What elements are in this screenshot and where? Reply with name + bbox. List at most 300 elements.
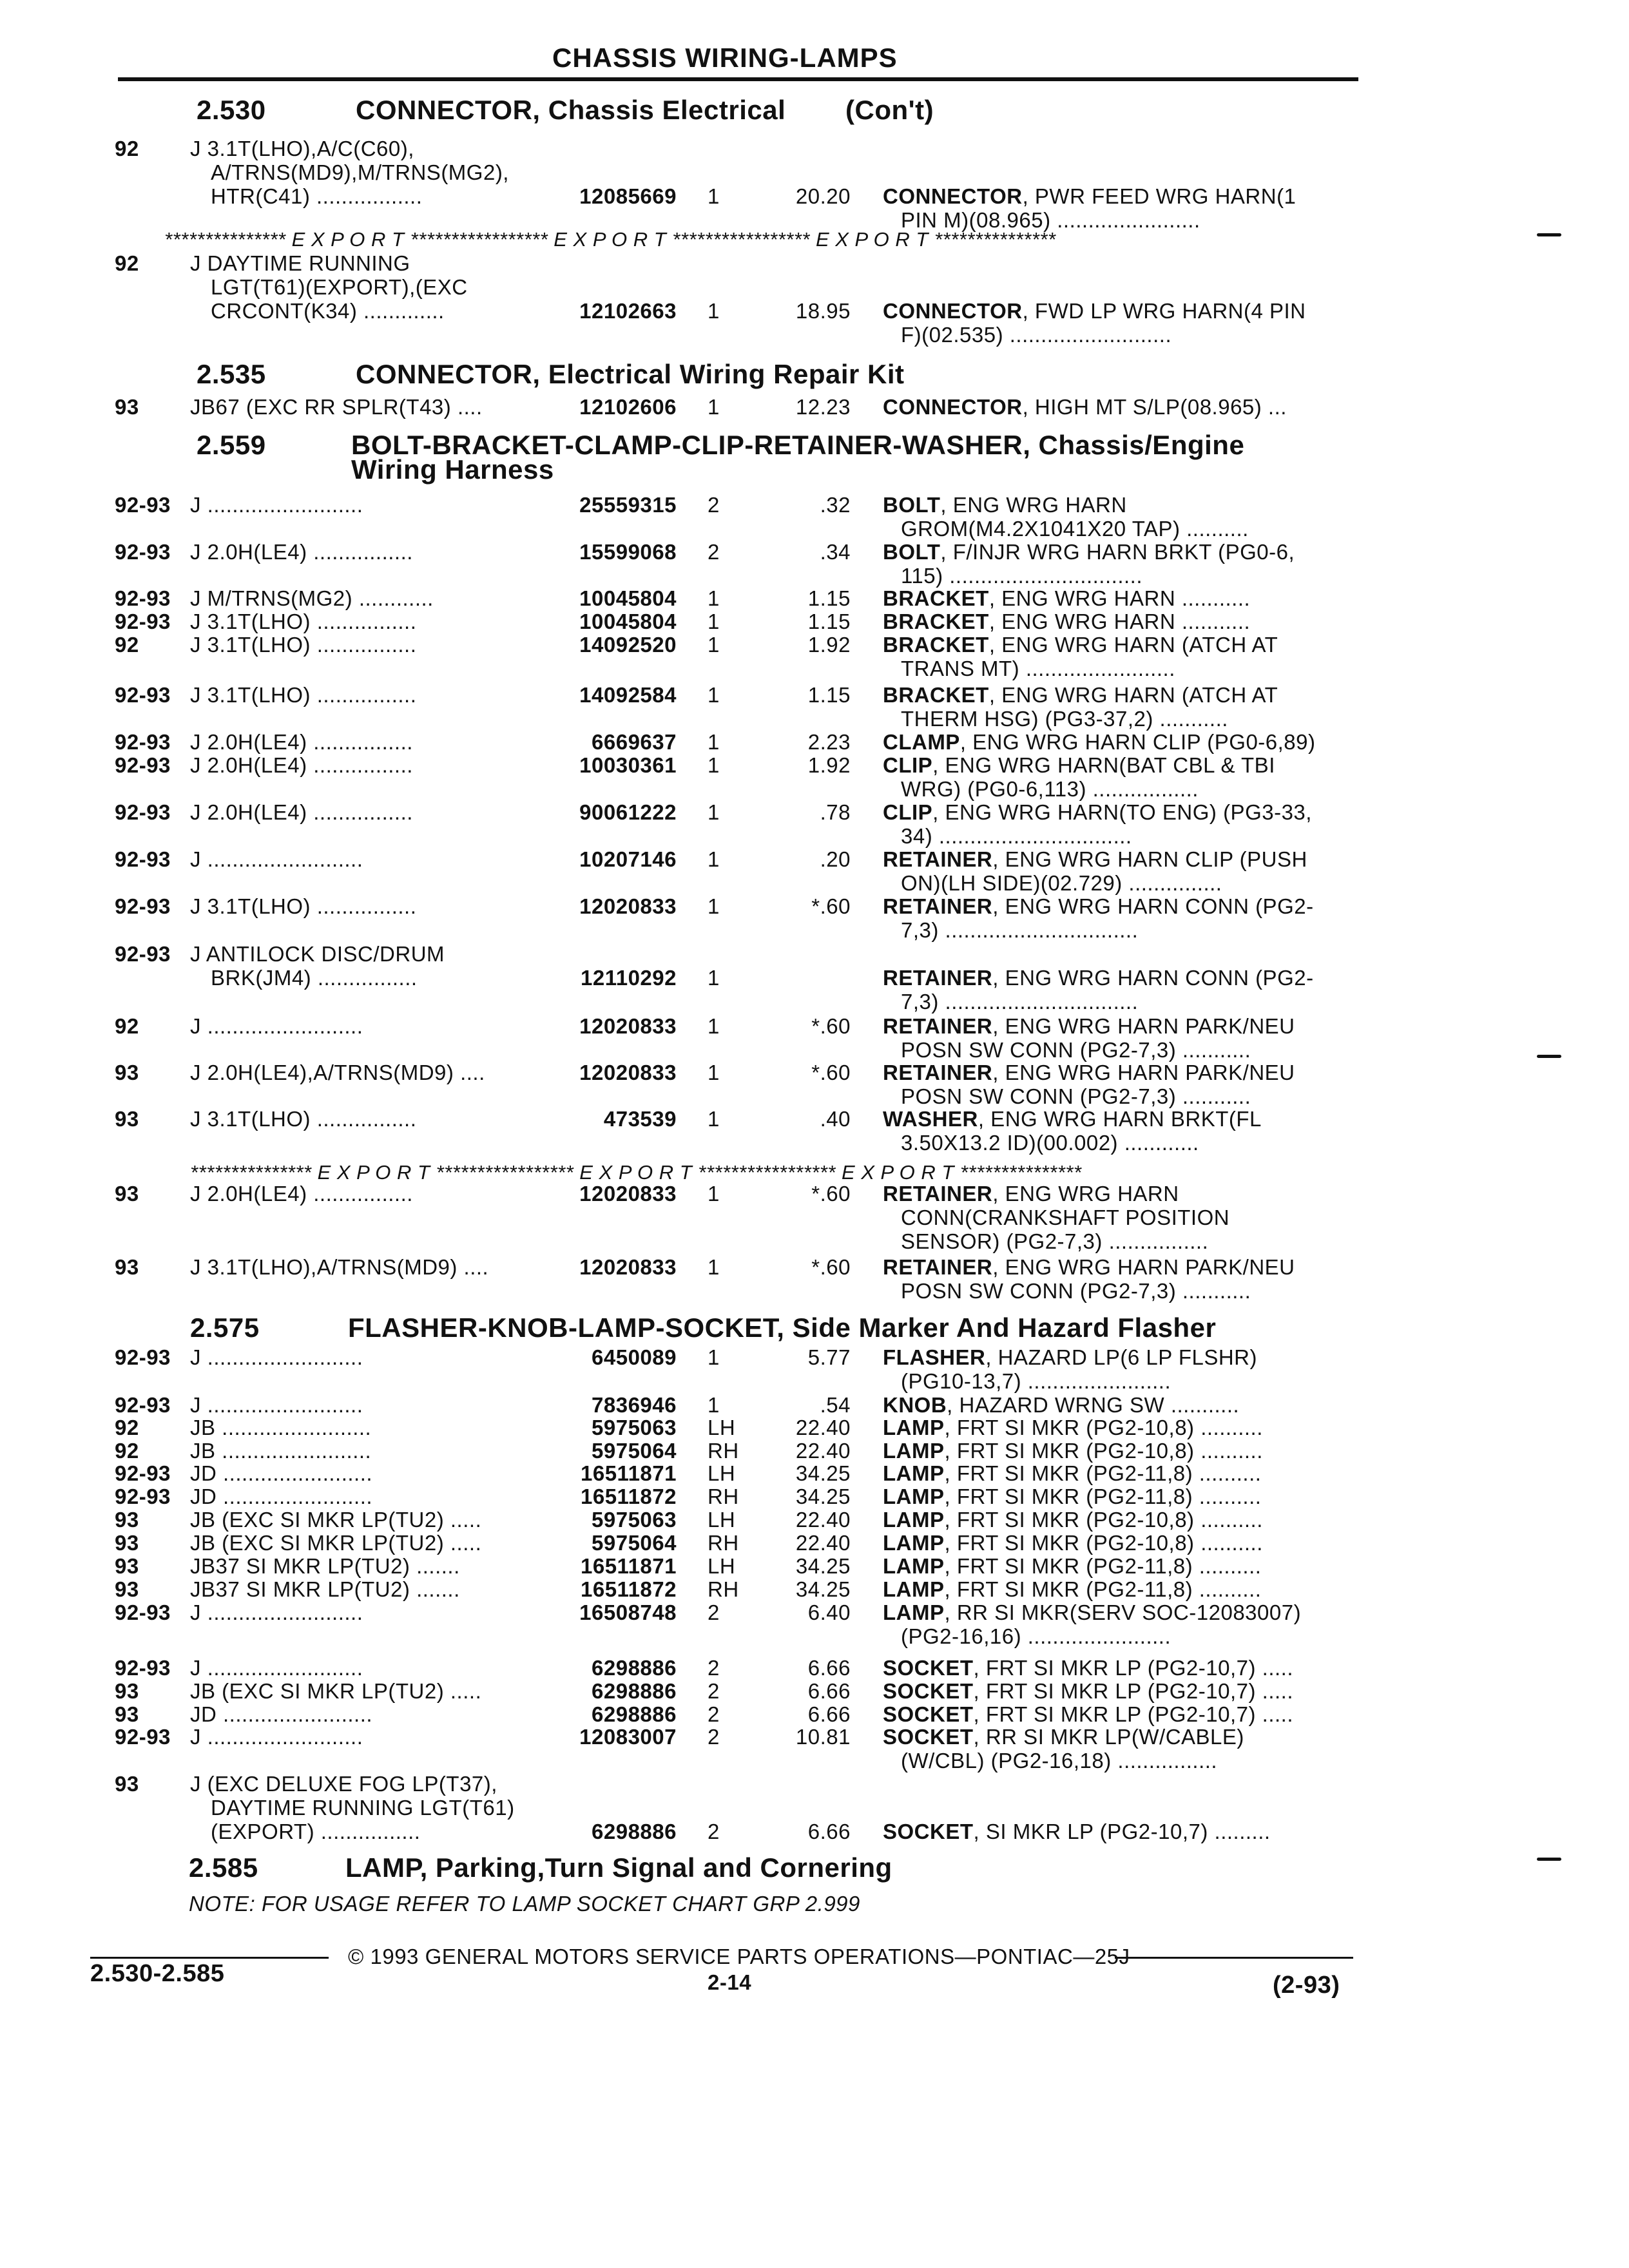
quantity: LH — [708, 1461, 736, 1485]
part-number: 12020833 — [579, 1014, 677, 1038]
model-year: 92 — [115, 1439, 139, 1463]
part-description-text: , ENG WRG HARN(BAT CBL & TBI — [932, 753, 1275, 777]
part-description-line: (PG2-16,16) ....................... — [901, 1624, 1171, 1648]
part-description — [883, 800, 1312, 825]
margin-mark — [1537, 233, 1561, 236]
part-description — [883, 894, 1314, 919]
part-number: 5975064 — [592, 1439, 677, 1463]
quantity: LH — [708, 1554, 736, 1578]
margin-mark — [1537, 1858, 1561, 1861]
part-name: SOCKET — [883, 1702, 974, 1726]
part-name: BRACKET — [883, 586, 989, 610]
model-year: 92 — [115, 1014, 139, 1038]
model-year: 92-93 — [115, 1461, 171, 1485]
part-description-text: , FRT SI MKR (PG2-10,8) .......... — [944, 1531, 1263, 1555]
part-description — [883, 1820, 1271, 1844]
part-description — [883, 1014, 1295, 1039]
quantity: 1 — [708, 299, 720, 323]
part-description-text: , F/INJR WRG HARN BRKT (PG0-6, — [940, 540, 1295, 564]
export-line: *************** E X P O R T ***************** E X P O R T ***************** E X P O R T *************** — [164, 228, 1056, 251]
part-number: 12020833 — [579, 1061, 677, 1084]
quantity: 1 — [708, 610, 720, 633]
quantity: 1 — [708, 395, 720, 419]
part-number: 16511872 — [580, 1485, 677, 1508]
quantity: 2 — [708, 1702, 720, 1726]
part-number: 10045804 — [579, 610, 677, 633]
part-description-line: SENSOR) (PG2-7,3) ................ — [901, 1229, 1209, 1253]
part-number: 12020833 — [579, 894, 677, 918]
price: 22.40 — [795, 1508, 851, 1532]
part-description-text: , HIGH MT S/LP(08.965) ... — [1022, 395, 1287, 419]
part-name: RETAINER — [883, 1255, 993, 1279]
usage-text: JB (EXC SI MKR LP(TU2) ..... — [190, 1508, 482, 1532]
part-number: 6450089 — [592, 1345, 677, 1369]
part-number: 12020833 — [579, 1255, 677, 1279]
part-description — [883, 1182, 1179, 1206]
part-description — [883, 683, 1278, 707]
usage-text: J 3.1T(LHO) ................ — [190, 1107, 417, 1131]
part-number: 16511872 — [580, 1577, 677, 1601]
part-description — [883, 1600, 1301, 1625]
part-name: SOCKET — [883, 1656, 974, 1680]
price: 22.40 — [795, 1439, 851, 1463]
page-number: 2-14 — [708, 1970, 752, 1994]
usage-text: A/TRNS(MD9),M/TRNS(MG2), — [211, 160, 509, 184]
model-year: 92-93 — [115, 1656, 171, 1680]
model-year: 92-93 — [115, 753, 171, 777]
usage-note: NOTE: FOR USAGE REFER TO LAMP SOCKET CHART GRP 2.999 — [189, 1892, 860, 1916]
model-year: 93 — [115, 1702, 139, 1726]
header-rule — [118, 77, 1358, 81]
part-description-line: POSN SW CONN (PG2-7,3) ........... — [901, 1084, 1251, 1108]
price: 34.25 — [795, 1461, 851, 1485]
part-description — [883, 1577, 1261, 1602]
price: 1.92 — [807, 753, 851, 777]
part-name: BRACKET — [883, 683, 989, 707]
model-year: 93 — [115, 1508, 139, 1532]
price: *.60 — [811, 1255, 851, 1279]
model-year: 93 — [115, 395, 139, 419]
part-description-text: , RR SI MKR(SERV SOC-12083007) — [944, 1600, 1302, 1624]
part-description — [883, 1531, 1263, 1555]
part-description — [883, 966, 1314, 990]
part-number: 12110292 — [580, 966, 677, 990]
part-number: 6298886 — [592, 1820, 677, 1843]
part-description — [883, 1725, 1244, 1749]
price: 20.20 — [795, 184, 851, 208]
part-description-text: , FRT SI MKR LP (PG2-10,7) ..... — [973, 1702, 1293, 1726]
part-description-text: , FRT SI MKR LP (PG2-10,7) ..... — [973, 1679, 1293, 1703]
part-description-text: , ENG WRG HARN CLIP (PG0-6,89) — [959, 730, 1316, 754]
usage-text: J 2.0H(LE4) ................ — [190, 730, 413, 754]
usage-text: J ANTILOCK DISC/DRUM — [190, 942, 445, 966]
quantity: 2 — [708, 540, 720, 564]
usage-text: HTR(C41) ................. — [211, 184, 423, 208]
part-name: LAMP — [883, 1416, 945, 1439]
part-description-line: 34) ............................... — [901, 824, 1132, 848]
part-description-text: , ENG WRG HARN BRKT(FL — [978, 1107, 1262, 1131]
part-name: BRACKET — [883, 610, 989, 633]
usage-text: J 2.0H(LE4) ................ — [190, 540, 413, 564]
usage-text: JB37 SI MKR LP(TU2) ....... — [190, 1554, 460, 1578]
quantity: RH — [708, 1531, 739, 1555]
usage-text: JB67 (EXC RR SPLR(T43) .... — [190, 395, 483, 419]
part-description — [883, 1461, 1261, 1486]
part-number: 14092584 — [579, 683, 677, 707]
model-year: 92-93 — [115, 493, 171, 517]
part-description-text: , FRT SI MKR (PG2-11,8) .......... — [944, 1554, 1262, 1578]
section-code: 2.559 — [197, 430, 266, 460]
quantity: 1 — [708, 847, 720, 871]
model-year: 92 — [115, 1416, 139, 1439]
model-year: 92-93 — [115, 610, 171, 633]
quantity: 1 — [708, 184, 720, 208]
part-name: RETAINER — [883, 1014, 993, 1038]
part-description — [883, 184, 1296, 209]
model-year: 93 — [115, 1531, 139, 1555]
part-name: RETAINER — [883, 847, 993, 871]
part-number: 6298886 — [592, 1702, 677, 1726]
part-description-text: , FRT SI MKR (PG2-10,8) .......... — [944, 1439, 1263, 1463]
price: *.60 — [811, 894, 851, 918]
part-name: CLIP — [883, 800, 933, 824]
quantity: LH — [708, 1416, 736, 1439]
part-description — [883, 1107, 1262, 1131]
part-number: 25559315 — [579, 493, 677, 517]
price: 6.40 — [807, 1600, 851, 1624]
part-description — [883, 1416, 1263, 1440]
model-year: 93 — [115, 1107, 139, 1131]
part-description-line: 3.50X13.2 ID)(00.002) ............ — [901, 1131, 1199, 1155]
usage-text: J 3.1T(LHO) ................ — [190, 894, 417, 918]
part-name: SOCKET — [883, 1725, 974, 1749]
usage-text: J 3.1T(LHO),A/TRNS(MD9) .... — [190, 1255, 489, 1279]
part-description-text: , ENG WRG HARN(TO ENG) (PG3-33, — [932, 800, 1312, 824]
part-description — [883, 395, 1287, 419]
model-year: 92-93 — [115, 730, 171, 754]
usage-text: J ......................... — [190, 493, 363, 517]
quantity: 1 — [708, 1255, 720, 1279]
section-title: BOLT-BRACKET-CLAMP-CLIP-RETAINER-WASHER, Chassis/Engine — [351, 430, 1245, 460]
quantity: 1 — [708, 586, 720, 610]
part-number: 12020833 — [579, 1182, 677, 1206]
quantity: RH — [708, 1485, 739, 1508]
part-description-text: , PWR FEED WRG HARN(1 — [1022, 184, 1296, 208]
quantity: 1 — [708, 753, 720, 777]
page-range: 2.530-2.585 — [90, 1960, 225, 1987]
part-number: 10207146 — [579, 847, 677, 871]
usage-text: JD ........................ — [190, 1485, 373, 1508]
part-description-text: , FRT SI MKR (PG2-11,8) .......... — [944, 1577, 1262, 1601]
margin-mark — [1537, 1055, 1561, 1058]
part-name: LAMP — [883, 1600, 945, 1624]
part-description — [883, 1393, 1239, 1418]
part-name: CONNECTOR — [883, 184, 1023, 208]
part-number: 16511871 — [580, 1554, 677, 1578]
section-title: FLASHER-KNOB-LAMP-SOCKET, Side Marker And Hazard Flasher — [348, 1312, 1217, 1343]
price: *.60 — [811, 1061, 851, 1084]
model-year: 92 — [115, 251, 139, 275]
export-line: *************** E X P O R T ***************** E X P O R T ***************** E X P O R T *************** — [190, 1161, 1082, 1184]
part-name: SOCKET — [883, 1820, 974, 1843]
usage-text: LGT(T61)(EXPORT),(EXC — [211, 275, 468, 299]
part-description — [883, 299, 1306, 323]
part-number: 12102606 — [579, 395, 677, 419]
part-description-line: F)(02.535) .......................... — [901, 323, 1172, 347]
section-code: 2.585 — [189, 1852, 258, 1883]
usage-text: J 2.0H(LE4) ................ — [190, 1182, 413, 1206]
model-year: 92-93 — [115, 1600, 171, 1624]
model-year: 93 — [115, 1061, 139, 1084]
part-name: KNOB — [883, 1393, 947, 1417]
part-number: 5975063 — [592, 1508, 677, 1532]
part-description-text: , FRT SI MKR (PG2-11,8) .......... — [944, 1485, 1262, 1508]
part-name: CLAMP — [883, 730, 960, 754]
footer-rule-right — [1115, 1957, 1353, 1959]
usage-text: JD ........................ — [190, 1461, 373, 1485]
part-description-line: (W/CBL) (PG2-16,18) ................ — [901, 1749, 1218, 1773]
part-description — [883, 730, 1316, 754]
part-description-line: 7,3) ............................... — [901, 918, 1139, 942]
model-year: 92-93 — [115, 1345, 171, 1369]
quantity: 1 — [708, 633, 720, 657]
footer-rule-left — [90, 1957, 329, 1959]
price: .34 — [820, 540, 851, 564]
part-description-text: , ENG WRG HARN CONN (PG2- — [992, 894, 1314, 918]
usage-text: J ......................... — [190, 1725, 363, 1749]
part-description — [883, 1508, 1263, 1532]
section-title: CONNECTOR, Chassis Electrical — [356, 95, 786, 125]
part-description-line: POSN SW CONN (PG2-7,3) ........... — [901, 1279, 1251, 1303]
section-title-line2: Wiring Harness — [351, 454, 554, 485]
part-description — [883, 1061, 1295, 1085]
part-number: 90061222 — [579, 800, 677, 824]
part-description — [883, 753, 1275, 778]
quantity: 2 — [708, 1656, 720, 1680]
part-description — [883, 1679, 1293, 1704]
usage-text: CRCONT(K34) ............. — [211, 299, 445, 323]
part-description-line: PIN M)(08.965) ....................... — [901, 208, 1200, 232]
part-name: LAMP — [883, 1554, 945, 1578]
part-description-text: , FRT SI MKR (PG2-10,8) .......... — [944, 1416, 1263, 1439]
part-description-line: TRANS MT) ........................ — [901, 657, 1175, 680]
part-description-text: , SI MKR LP (PG2-10,7) ......... — [973, 1820, 1271, 1843]
part-description-line: POSN SW CONN (PG2-7,3) ........... — [901, 1038, 1251, 1062]
part-description-text: , HAZARD WRNG SW ........... — [947, 1393, 1240, 1417]
usage-text: JB ........................ — [190, 1439, 372, 1463]
quantity: 1 — [708, 1107, 720, 1131]
section-suffix: (Con't) — [845, 95, 934, 125]
part-description-line: CONN(CRANKSHAFT POSITION — [901, 1206, 1230, 1229]
usage-text: J 2.0H(LE4) ................ — [190, 753, 413, 777]
usage-text: DAYTIME RUNNING LGT(T61) — [211, 1796, 515, 1820]
part-description — [883, 540, 1295, 564]
part-description — [883, 1554, 1261, 1579]
quantity: 1 — [708, 1014, 720, 1038]
part-number: 10030361 — [579, 753, 677, 777]
part-description-text: , FWD LP WRG HARN(4 PIN — [1022, 299, 1306, 323]
price: 2.23 — [807, 730, 851, 754]
part-name: LAMP — [883, 1577, 945, 1601]
usage-text: J ......................... — [190, 1345, 363, 1369]
price: *.60 — [811, 1182, 851, 1206]
part-description-text: , ENG WRG HARN CLIP (PUSH — [992, 847, 1307, 871]
section-code: 2.530 — [197, 95, 266, 125]
part-number: 12102663 — [579, 299, 677, 323]
part-number: 5975063 — [592, 1416, 677, 1439]
quantity: 1 — [708, 1061, 720, 1084]
price: 34.25 — [795, 1554, 851, 1578]
quantity: RH — [708, 1439, 739, 1463]
price: 34.25 — [795, 1577, 851, 1601]
part-name: CONNECTOR — [883, 395, 1023, 419]
model-year: 92-93 — [115, 683, 171, 707]
usage-text: J ......................... — [190, 1656, 363, 1680]
price: 34.25 — [795, 1485, 851, 1508]
price: 6.66 — [807, 1656, 851, 1680]
quantity: RH — [708, 1577, 739, 1601]
part-description-text: , ENG WRG HARN ........... — [988, 586, 1251, 610]
usage-text: J 3.1T(LHO) ................ — [190, 633, 417, 657]
quantity: 1 — [708, 1182, 720, 1206]
price: .20 — [820, 847, 851, 871]
part-description-text: , FRT SI MKR LP (PG2-10,7) ..... — [973, 1656, 1293, 1680]
usage-text: J 3.1T(LHO) ................ — [190, 683, 417, 707]
model-year: 92-93 — [115, 800, 171, 824]
price: .40 — [820, 1107, 851, 1131]
part-number: 7836946 — [592, 1393, 677, 1417]
price: 6.66 — [807, 1820, 851, 1843]
usage-text: J 2.0H(LE4),A/TRNS(MD9) .... — [190, 1061, 485, 1084]
part-number: 16511871 — [580, 1461, 677, 1485]
part-number: 16508748 — [579, 1600, 677, 1624]
section-title: LAMP, Parking,Turn Signal and Cornering — [345, 1852, 892, 1883]
quantity: 2 — [708, 1600, 720, 1624]
quantity: LH — [708, 1508, 736, 1532]
price: .54 — [820, 1393, 851, 1417]
price: 18.95 — [795, 299, 851, 323]
model-year: 93 — [115, 1679, 139, 1703]
quantity: 1 — [708, 683, 720, 707]
page-title: CHASSIS WIRING-LAMPS — [552, 43, 898, 73]
usage-text: JB (EXC SI MKR LP(TU2) ..... — [190, 1531, 482, 1555]
price: 22.40 — [795, 1531, 851, 1555]
part-description — [883, 493, 1127, 517]
part-description — [883, 633, 1278, 657]
usage-text: J 3.1T(LHO),A/C(C60), — [190, 137, 414, 160]
part-name: BOLT — [883, 540, 941, 564]
part-description-text: , HAZARD LP(6 LP FLSHR) — [985, 1345, 1258, 1369]
price: 12.23 — [795, 395, 851, 419]
price: .78 — [820, 800, 851, 824]
price: 6.66 — [807, 1702, 851, 1726]
section-code: 2.535 — [197, 359, 266, 389]
part-number: 6298886 — [592, 1656, 677, 1680]
part-description-text: , ENG WRG HARN (ATCH AT — [988, 633, 1278, 657]
price: 1.92 — [807, 633, 851, 657]
price: .32 — [820, 493, 851, 517]
part-name: CONNECTOR — [883, 299, 1023, 323]
part-number: 14092520 — [579, 633, 677, 657]
quantity: 1 — [708, 894, 720, 918]
part-name: BRACKET — [883, 633, 989, 657]
model-year: 92 — [115, 633, 139, 657]
part-name: SOCKET — [883, 1679, 974, 1703]
usage-text: J ......................... — [190, 1393, 363, 1417]
part-description-line: ON)(LH SIDE)(02.729) ............... — [901, 871, 1222, 895]
part-number: 5975064 — [592, 1531, 677, 1555]
part-name: FLASHER — [883, 1345, 986, 1369]
model-year: 92-93 — [115, 586, 171, 610]
model-year: 93 — [115, 1255, 139, 1279]
part-name: LAMP — [883, 1485, 945, 1508]
part-description-text: , RR SI MKR LP(W/CABLE) — [973, 1725, 1244, 1749]
part-name: BOLT — [883, 493, 941, 517]
price: 10.81 — [795, 1725, 851, 1749]
quantity: 1 — [708, 1345, 720, 1369]
usage-text: JD ........................ — [190, 1702, 373, 1726]
section-code: 2.575 — [190, 1312, 260, 1343]
usage-text: (EXPORT) ................ — [211, 1820, 421, 1843]
part-name: LAMP — [883, 1461, 945, 1485]
part-description-text: , ENG WRG HARN PARK/NEU — [992, 1014, 1295, 1038]
usage-text: J ......................... — [190, 847, 363, 871]
part-name: RETAINER — [883, 966, 993, 990]
part-description — [883, 610, 1250, 634]
part-number: 15599068 — [579, 540, 677, 564]
part-description — [883, 1656, 1293, 1680]
usage-text: J ......................... — [190, 1600, 363, 1624]
usage-text: JB ........................ — [190, 1416, 372, 1439]
usage-text: J M/TRNS(MG2) ............ — [190, 586, 434, 610]
part-description — [883, 1345, 1257, 1370]
part-description-line: (PG10-13,7) ....................... — [901, 1369, 1171, 1393]
part-number: 12085669 — [579, 184, 677, 208]
model-year: 92-93 — [115, 847, 171, 871]
usage-text: J 3.1T(LHO) ................ — [190, 610, 417, 633]
model-year: 93 — [115, 1554, 139, 1578]
price: 1.15 — [807, 683, 851, 707]
part-description — [883, 586, 1250, 611]
model-year: 93 — [115, 1577, 139, 1601]
part-description — [883, 1439, 1263, 1463]
copyright: © 1993 GENERAL MOTORS SERVICE PARTS OPERATIONS—PONTIAC—25J — [348, 1945, 1130, 1968]
quantity: 2 — [708, 493, 720, 517]
quantity: 1 — [708, 730, 720, 754]
usage-text: J (EXC DELUXE FOG LP(T37), — [190, 1772, 497, 1796]
quantity: 1 — [708, 800, 720, 824]
part-name: RETAINER — [883, 1061, 993, 1084]
price: 1.15 — [807, 610, 851, 633]
price: 5.77 — [807, 1345, 851, 1369]
usage-text: J DAYTIME RUNNING — [190, 251, 410, 275]
part-description-text: , ENG WRG HARN ........... — [988, 610, 1251, 633]
part-number: 6298886 — [592, 1679, 677, 1703]
part-name: LAMP — [883, 1531, 945, 1555]
part-description-line: THERM HSG) (PG3-37,2) ........... — [901, 707, 1228, 731]
quantity: 2 — [708, 1820, 720, 1843]
model-year: 92-93 — [115, 894, 171, 918]
part-number: 473539 — [603, 1107, 677, 1131]
part-description — [883, 847, 1307, 872]
model-year: 92-93 — [115, 1485, 171, 1508]
part-description-line: 115) ............................... — [901, 564, 1142, 588]
part-description-text: , ENG WRG HARN CONN (PG2- — [992, 966, 1314, 990]
revision-date: (2-93) — [1273, 1972, 1340, 1999]
part-number: 12083007 — [579, 1725, 677, 1749]
part-name: CLIP — [883, 753, 933, 777]
part-name: RETAINER — [883, 1182, 993, 1206]
